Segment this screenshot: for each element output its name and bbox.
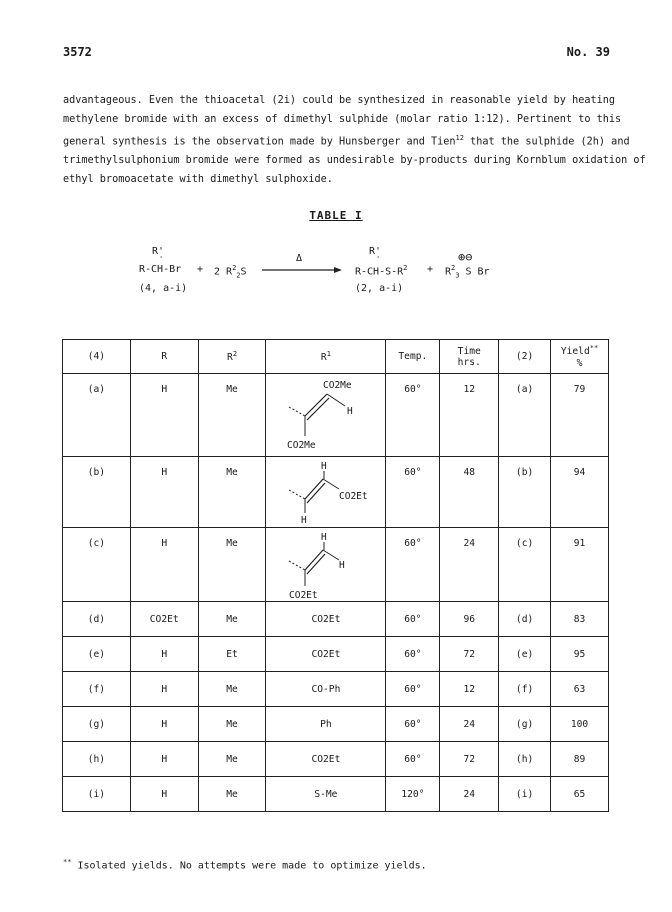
table-cell: (e)	[63, 637, 131, 672]
paragraph-line: ethyl bromoacetate with dimethyl sulphoxide.	[63, 173, 333, 185]
table-cell	[266, 374, 386, 457]
reactant-bromide: R-CH-Br	[139, 264, 182, 275]
header-cell: $R^1$	[266, 340, 386, 374]
table-cell: (h)	[499, 742, 551, 777]
table-cell: (a)	[63, 374, 131, 457]
header-cell: (4)	[63, 340, 131, 374]
table-cell: Me	[198, 672, 266, 707]
table-cell: H	[130, 457, 198, 528]
svg-text:CO2Me: CO2Me	[322, 380, 352, 391]
table-cell: 12	[440, 374, 499, 457]
table-cell: 96	[440, 602, 499, 637]
table-cell: Me	[198, 707, 266, 742]
table-cell: 12	[440, 672, 499, 707]
table-row	[63, 457, 609, 528]
table-cell	[266, 457, 386, 528]
table-cell: 24	[440, 707, 499, 742]
table-cell: H	[130, 374, 198, 457]
table-cell: S-Me	[266, 777, 386, 812]
body-paragraph	[63, 92, 646, 189]
table-header-row	[63, 340, 609, 374]
table-cell: (d)	[63, 602, 131, 637]
table-cell: 65	[551, 777, 609, 812]
table-cell: (g)	[63, 707, 131, 742]
table-row	[63, 602, 609, 637]
paragraph-line: advantageous. Even the thioacetal (2i) could be synthesized in reasonable yield by heating	[63, 95, 616, 106]
table-row	[63, 742, 609, 777]
table-cell: Me	[198, 777, 266, 812]
table-cell: (i)	[499, 777, 551, 812]
table-cell: H	[130, 637, 198, 672]
table-cell: CO-Ph	[266, 672, 386, 707]
table-cell: 60°	[386, 528, 440, 602]
table-cell: 72	[440, 637, 499, 672]
table-cell: Et	[198, 637, 266, 672]
svg-text:H: H	[338, 560, 345, 571]
r-prime-label: R'	[369, 246, 382, 257]
product-sulphide: $R-CH-S-R^2$	[355, 264, 408, 278]
r-prime-label: R'	[152, 246, 165, 257]
table-cell: (e)	[499, 637, 551, 672]
table-cell: (c)	[499, 528, 551, 602]
footnote-mark: **	[63, 858, 72, 866]
table-row	[63, 777, 609, 812]
table-cell: (i)	[63, 777, 131, 812]
table-cell: 60°	[386, 672, 440, 707]
paragraph-line: trimethylsulphonium bromide were formed as undesirable by-products during Kornblum oxidation of	[63, 155, 646, 167]
table-cell: Me	[198, 528, 266, 602]
table-cell: H	[130, 672, 198, 707]
paragraph-line: methylene bromide with an excess of dimethyl sulphide (molar ratio 1:12). Pertinent to this	[63, 113, 622, 125]
issue-number: No. 39	[566, 45, 610, 59]
svg-text:CO2Me: CO2Me	[286, 440, 316, 451]
table-cell: 63	[551, 672, 609, 707]
table-cell: 60°	[386, 457, 440, 528]
table-cell: 24	[440, 777, 499, 812]
svg-text:CO2Et: CO2Et	[288, 590, 318, 600]
table-cell: Me	[198, 374, 266, 457]
table-cell	[266, 528, 386, 602]
table-cell: H	[130, 742, 198, 777]
table-cell: 60°	[386, 374, 440, 457]
reaction-arrow	[262, 265, 342, 275]
table-cell: 95	[551, 637, 609, 672]
table-cell: 100	[551, 707, 609, 742]
table-cell: (f)	[499, 672, 551, 707]
table-cell: 89	[551, 742, 609, 777]
svg-text:H: H	[320, 532, 327, 543]
structure-diagram	[267, 457, 385, 527]
header-cell: R	[130, 340, 198, 374]
table-cell: H	[130, 707, 198, 742]
product-label: (2, a-i)	[355, 283, 404, 294]
structure-diagram	[267, 528, 385, 600]
table-cell: H	[130, 528, 198, 602]
table-cell: H	[130, 777, 198, 812]
table-cell: Me	[198, 457, 266, 528]
table-cell: 79	[551, 374, 609, 457]
table-cell: CO2Et	[266, 602, 386, 637]
header-cell: Time hrs.	[440, 340, 499, 374]
svg-text:H: H	[346, 406, 353, 417]
table-title: TABLE I	[309, 209, 363, 222]
table-cell: 48	[440, 457, 499, 528]
svg-text:H: H	[320, 461, 327, 472]
table-cell: Ph	[266, 707, 386, 742]
header-cell: Yield** %	[551, 340, 609, 374]
table-footnote: ** Isolated yields. No attempts were made to optimize yields.	[63, 858, 427, 872]
bond-tick: '	[159, 255, 164, 263]
reactant-label: (4, a-i)	[139, 283, 188, 294]
table-cell: CO2Et	[266, 637, 386, 672]
table-cell: (b)	[499, 457, 551, 528]
table-cell: (d)	[499, 602, 551, 637]
table-cell: 60°	[386, 742, 440, 777]
structure-diagram	[267, 374, 385, 456]
table-cell: 72	[440, 742, 499, 777]
bond-tick: '	[376, 255, 381, 263]
table-cell: Me	[198, 742, 266, 777]
table-cell: 83	[551, 602, 609, 637]
table-row	[63, 707, 609, 742]
table-cell: (a)	[499, 374, 551, 457]
table-row	[63, 637, 609, 672]
table-cell: (g)	[499, 707, 551, 742]
table-cell: 94	[551, 457, 609, 528]
table-cell: 60°	[386, 707, 440, 742]
header-cell: $R^2$	[198, 340, 266, 374]
table-cell: (b)	[63, 457, 131, 528]
table-cell: CO2Et	[266, 742, 386, 777]
table-cell: Me	[198, 602, 266, 637]
table-cell: 24	[440, 528, 499, 602]
table-cell: (c)	[63, 528, 131, 602]
heat-delta: Δ	[296, 253, 303, 264]
reference-superscript: 12	[455, 134, 464, 143]
table-cell: 60°	[386, 602, 440, 637]
page-number: 3572	[63, 45, 92, 59]
plus-sign: +	[427, 264, 434, 275]
charge-symbols: ⊕⊖	[458, 250, 473, 264]
table-row	[63, 528, 609, 602]
table-row	[63, 672, 609, 707]
table-cell: (h)	[63, 742, 131, 777]
table-cell: 120°	[386, 777, 440, 812]
results-table	[62, 339, 609, 812]
table-cell: 91	[551, 528, 609, 602]
header-cell: Temp.	[386, 340, 440, 374]
plus-sign: +	[197, 264, 204, 275]
paragraph-line: general synthesis is the observation made by Hunsberger and Tien$^{12}$ that the sulphide (2h) and	[63, 134, 630, 148]
table-cell: 60°	[386, 637, 440, 672]
header-cell: (2)	[499, 340, 551, 374]
svg-text:CO2Et: CO2Et	[338, 491, 368, 502]
svg-text:H: H	[300, 515, 307, 526]
table-cell: CO2Et	[130, 602, 198, 637]
reactant-sulphide: 2 $R^2_2S$	[214, 264, 247, 280]
table-cell: (f)	[63, 672, 131, 707]
product-sulphonium: $R^2_3$ S Br	[445, 264, 490, 280]
table-row	[63, 374, 609, 457]
